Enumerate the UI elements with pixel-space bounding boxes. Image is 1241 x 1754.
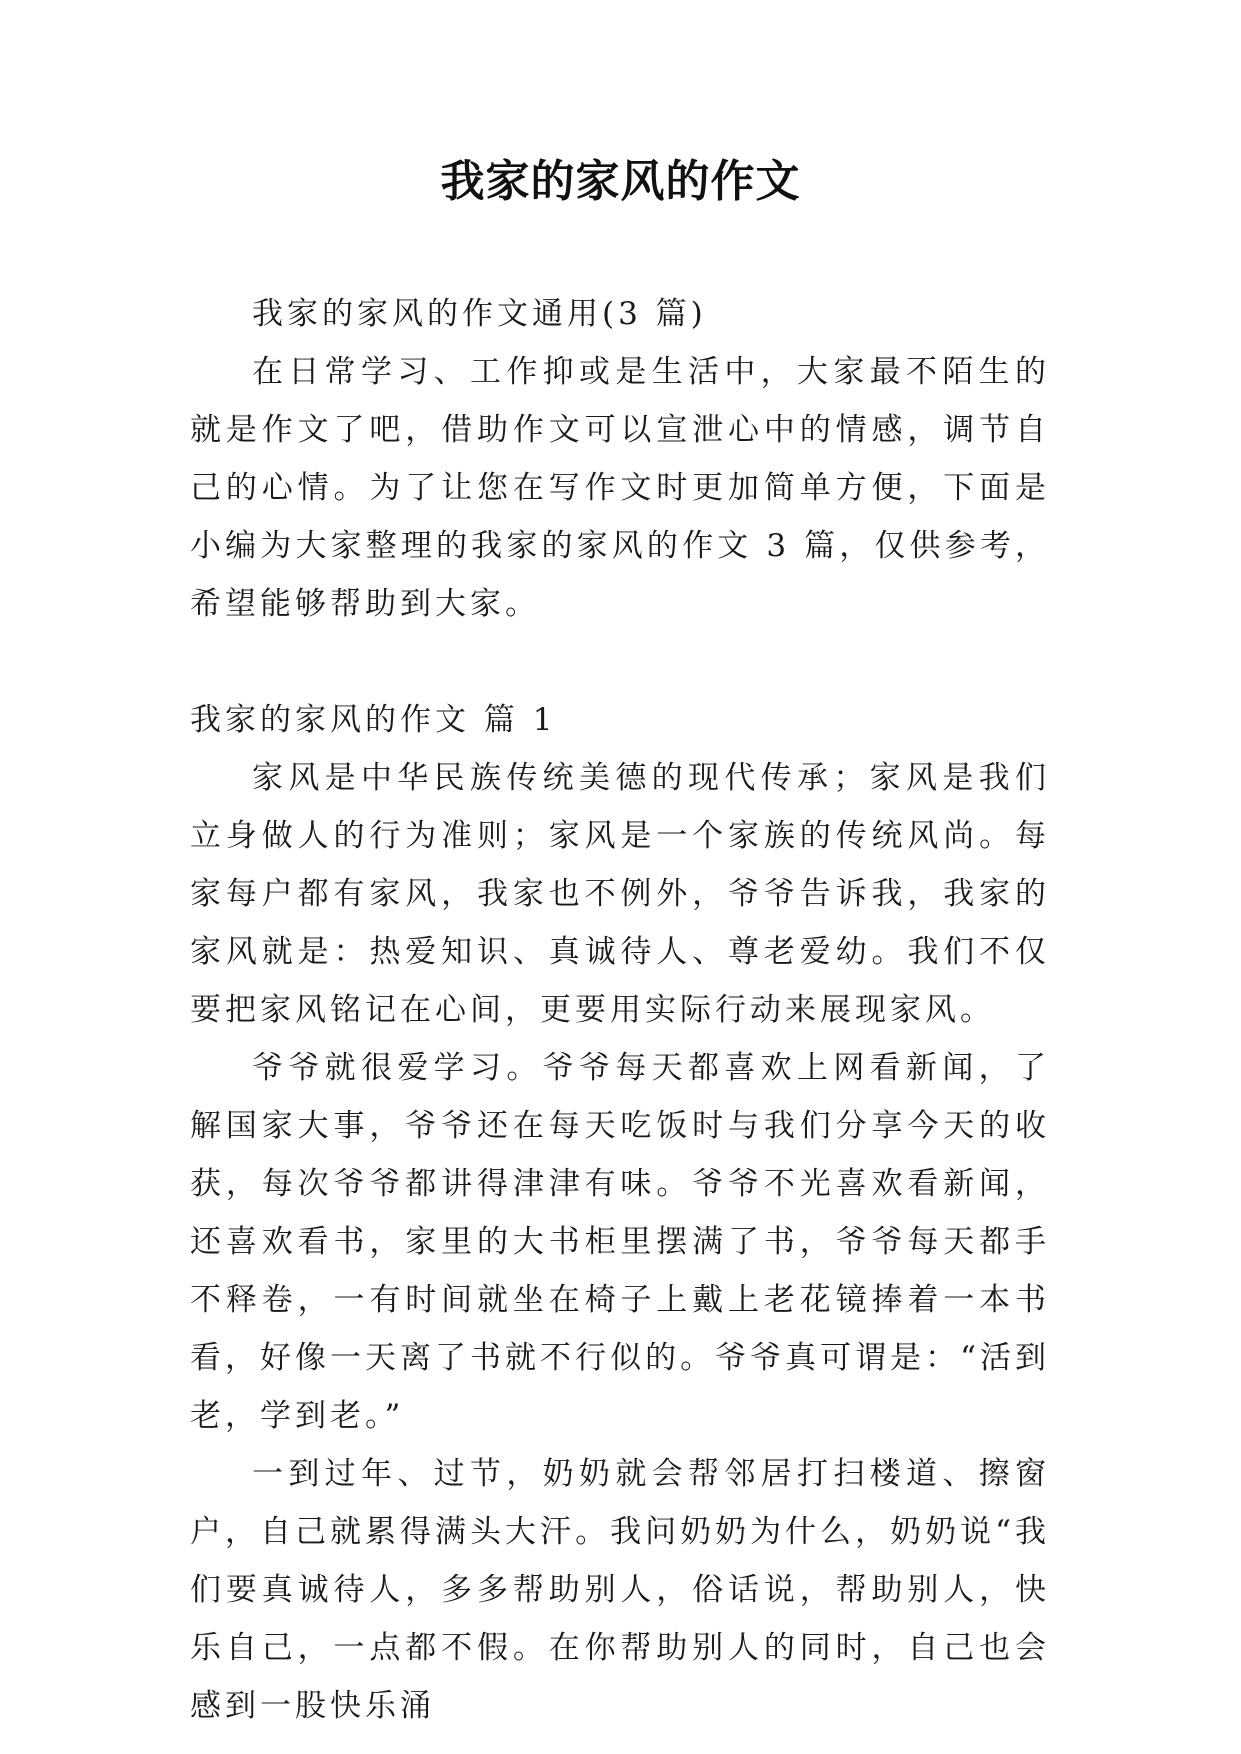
document-title: 我家的家风的作文 xyxy=(440,156,801,207)
document-body xyxy=(190,285,1050,1735)
body-paragraph-1: 家风是中华民族传统美德的现代传承；家风是我们立身做人的行为准则；家风是一个家族的传统风尚。每家每户都有家风，我家也不例外，爷爷告诉我，我家的家风就是：热爱知识、真诚待人、尊老爱幼。我们不仅要把家风铭记在心间，更要用实际行动来展现家风。 xyxy=(190,760,1050,1028)
section-spacer xyxy=(190,633,1050,691)
section-heading: 我家的家风的作文 篇 1 xyxy=(190,702,557,738)
intro-paragraph: 在日常学习、工作抑或是生活中，大家最不陌生的就是作文了吧，借助作文可以宣泄心中的情感，调节自己的心情。为了让您在写作文时更加简单方便，下面是小编为大家整理的我家的家风的作文 3 篇，仅供参考，希望能够帮助到大家。 xyxy=(190,354,1050,622)
document-subtitle: 我家的家风的作文通用(3 篇) xyxy=(252,296,707,332)
body-paragraph-3: 一到过年、过节，奶奶就会帮邻居打扫楼道、擦窗户，自己就累得满头大汗。我问奶奶为什么，奶奶说“我们要真诚待人，多多帮助别人，俗话说，帮助别人，快乐自己，一点都不假。在你帮助别人的同时，自己也会感到一股快乐涌 xyxy=(190,1456,1050,1724)
body-paragraph-2: 爷爷就很爱学习。爷爷每天都喜欢上网看新闻，了解国家大事，爷爷还在每天吃饭时与我们分享今天的收获，每次爷爷都讲得津津有味。爷爷不光喜欢看新闻，还喜欢看书，家里的大书柜里摆满了书，爷爷每天都手不释卷，一有时间就坐在椅子上戴上老花镜捧着一本书看，好像一天离了书就不行似的。爷爷真可谓是：“活到老，学到老。” xyxy=(190,1050,1050,1434)
